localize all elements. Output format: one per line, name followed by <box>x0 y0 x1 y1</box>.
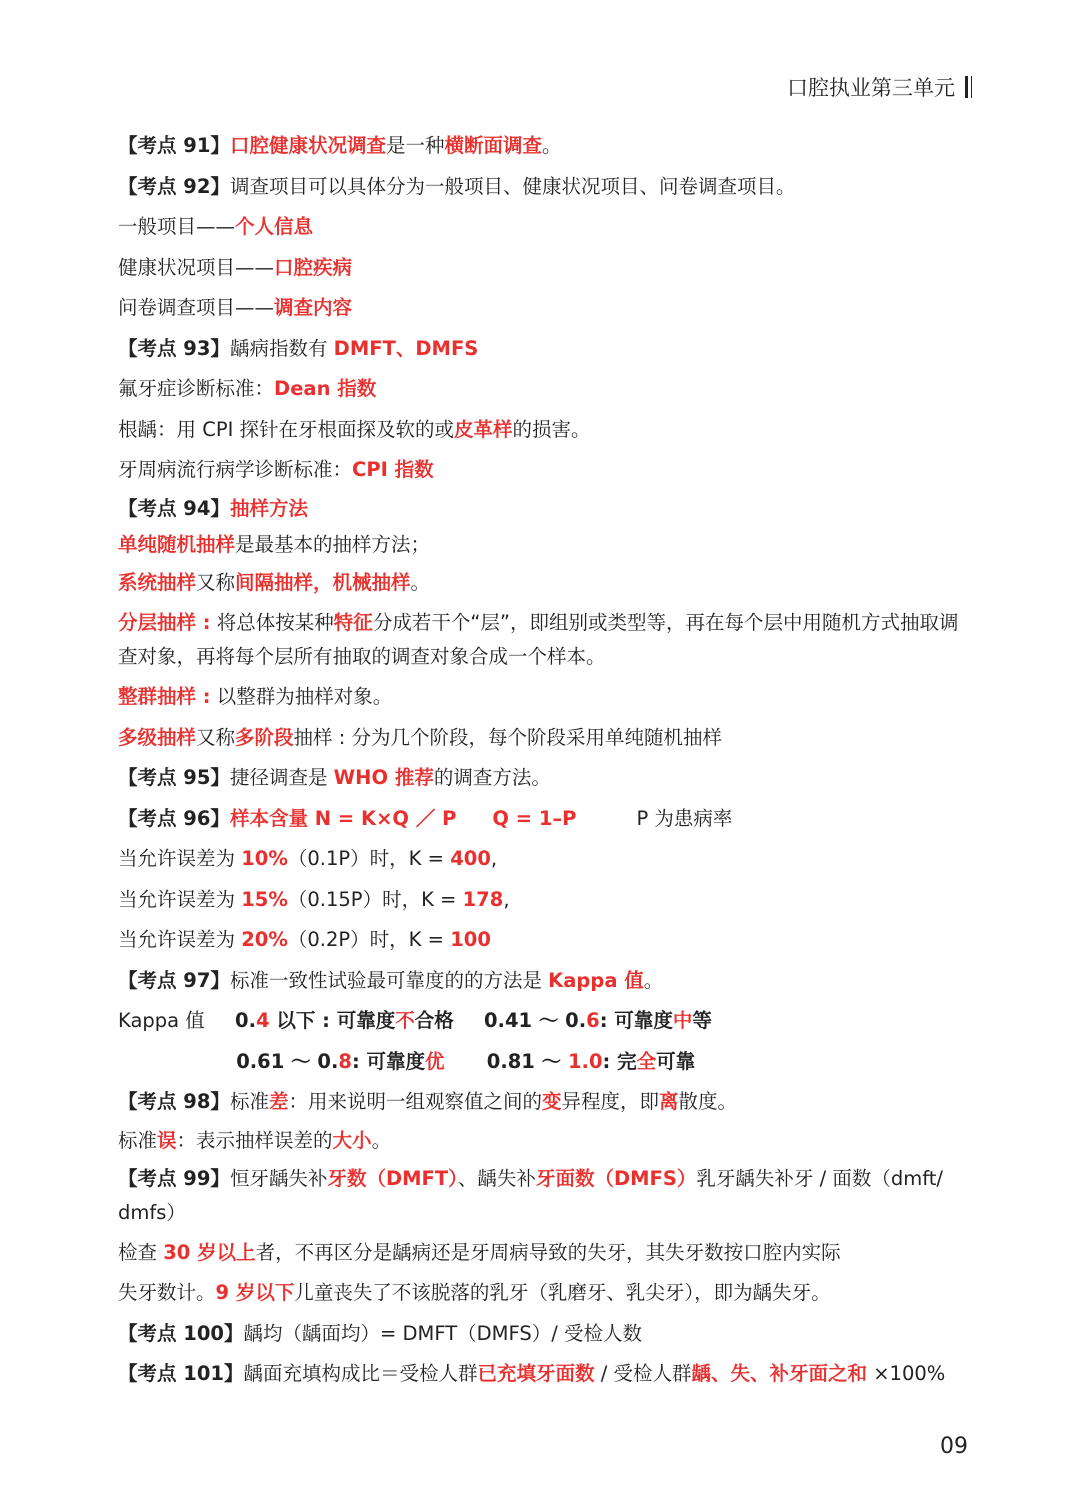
line-systematic: 系统抽样又称间隔抽样，机械抽样。 <box>118 570 431 594</box>
line-check-30: 检查 30 岁以上者，不再区分是龋病还是牙周病导致的失牙，其失牙数按口腔内实际 <box>118 1240 841 1264</box>
line-general-items: 一般项目——个人信息 <box>118 215 314 238</box>
page-number: 09 <box>940 1434 968 1459</box>
line-error-15: 当允许误差为 15%（0.15P）时，K = 178, <box>118 887 510 911</box>
running-header <box>787 72 972 102</box>
line-stratified: 分层抽样 : 将总体按某种特征分成若干个“层”，即组别或类型等，再在每个层中用随机方式抽取调查对象，再将每个层所有抽取的调查对象合成一个样本。 <box>118 611 959 668</box>
line-error-20: 当允许误差为 20%（0.2P）时，K = 100 <box>118 928 491 951</box>
point-96: 【考点 96】样本含量 N = K×Q ／ P Q = 1–P P 为患病率 <box>118 806 733 830</box>
line-error-10: 当允许误差为 10%（0.1P）时，K = 400, <box>118 847 498 870</box>
point-93: 【考点 93】龋病指数有 DMFT、DMFS <box>118 336 479 360</box>
line-periodontal: 牙周病流行病学诊断标准：CPI 指数 <box>118 458 434 481</box>
header-thin-bar-icon <box>971 76 972 98</box>
point-92: 【考点 92】调查项目可以具体分为一般项目、健康状况项目、问卷调查项目。 <box>118 174 796 198</box>
line-cluster: 整群抽样 : 以整群为抽样对象。 <box>118 685 393 708</box>
header-bar-icon <box>965 76 968 98</box>
line-multistage: 多级抽样又称多阶段抽样 : 分为几个阶段，每个阶段采用单纯随机抽样 <box>118 725 723 749</box>
point-91: 【考点 91】口腔健康状况调查是一种横断面调查。 <box>118 134 562 157</box>
page-body <box>118 126 978 1395</box>
line-check-9: 失牙数计。9 岁以下儿童丧失了不该脱落的乳牙（乳磨牙、乳尖牙），即为龋失牙。 <box>118 1281 831 1304</box>
line-simple-random: 单纯随机抽样是最基本的抽样方法； <box>118 532 431 556</box>
point-95: 【考点 95】捷径调查是 WHO 推荐的调查方法。 <box>118 766 551 789</box>
point-100: 【考点 100】龋均（龋面均）= DMFT（DMFS）/ 受检人数 <box>118 1321 643 1345</box>
line-root-caries: 根龋：用 CPI 探针在牙根面探及软的或皮革样的损害。 <box>118 417 591 441</box>
header-title: 口腔执业第三单元 <box>787 76 955 100</box>
point-101: 【考点 101】龋面充填构成比＝受检人群已充填牙面数 / 受检人群龋、失、补牙面之和 ×100% <box>118 1362 946 1385</box>
point-99: 【考点 99】恒牙龋失补牙数（DMFT）、龋失补牙面数（DMFS）乳牙龋失补牙 / 面数（dmft/ dmfs） <box>118 1166 943 1224</box>
kappa-row-1: Kappa 值 0.4 以下 : 可靠度不合格 0.41 ～ 0.6: 可靠度中等 <box>118 1009 712 1032</box>
line-survey-items: 问卷调查项目——调查内容 <box>118 296 353 319</box>
point-97: 【考点 97】标准一致性试验最可靠度的的方法是 Kappa 值。 <box>118 968 664 992</box>
line-standard-error: 标准误：表示抽样误差的大小。 <box>118 1128 392 1152</box>
point-94: 【考点 94】抽样方法 <box>118 496 308 520</box>
point-98: 【考点 98】标准差：用来说明一组观察值之间的变异程度，即离散度。 <box>118 1090 738 1113</box>
kappa-row-2: 0.61 ～ 0.8: 可靠度优 0.81 ～ 1.0: 完全可靠 <box>236 1049 696 1073</box>
line-fluorosis: 氟牙症诊断标准：Dean 指数 <box>118 377 377 400</box>
line-health-items: 健康状况项目——口腔疾病 <box>118 255 353 279</box>
